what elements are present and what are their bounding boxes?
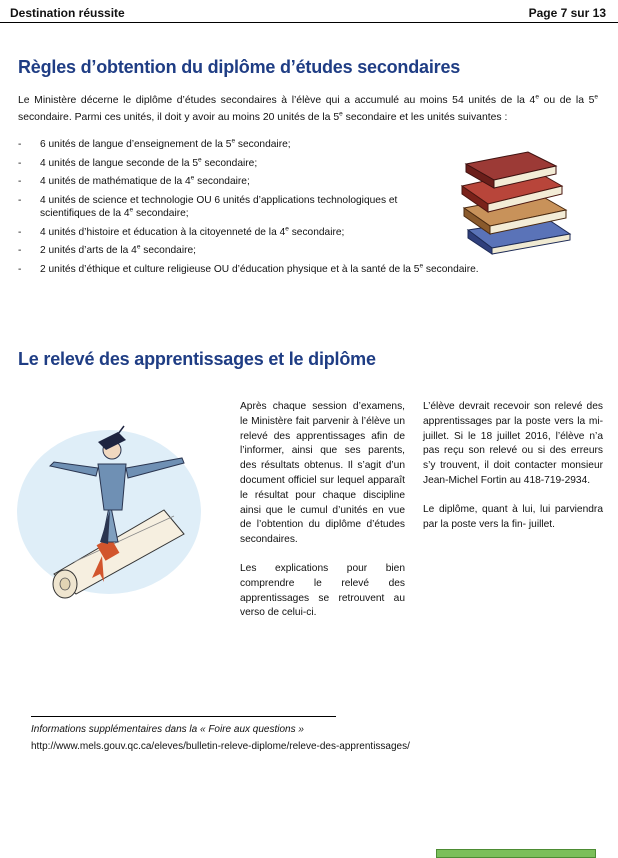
transcript-column-2 <box>423 400 603 546</box>
list-item: - 4 unités de science et technologie OU 6 unités d’applications technologiques et scientifiques de la 4e secondaire; <box>18 194 398 219</box>
surfer-diploma-illustration <box>14 392 214 602</box>
paragraph: Les explications pour bien comprendre le relevé des apprentissages se retrouvent au verso de celui-ci. <box>240 562 405 619</box>
footnote-url-link[interactable]: http://www.mels.gouv.qc.ca/eleves/bulletin-releve-diplome/releve-des-apprentissages/ <box>31 741 410 752</box>
header-rule <box>0 22 618 23</box>
section-title-transcript: Le relevé des apprentissages et le diplôme <box>18 349 376 369</box>
page-number: Page 7 sur 13 <box>528 6 606 20</box>
header-title: Destination réussite <box>10 6 125 20</box>
books-illustration <box>458 148 578 258</box>
footnote-rule <box>31 716 336 717</box>
footer-green-bar <box>436 849 596 858</box>
list-item: - 4 unités de mathématique de la 4e secondaire; <box>18 174 250 187</box>
list-item: - 4 unités d’histoire et éducation à la citoyenneté de la 4e secondaire; <box>18 225 345 238</box>
transcript-column-1 <box>240 400 405 635</box>
list-item: - 2 unités d’éthique et culture religieuse OU d’éducation physique et à la santé de la 5e secondaire. <box>18 262 479 275</box>
intro-paragraph: Le Ministère décerne le diplôme d’études secondaires à l’élève qui a accumulé au moins 54 unités de la 4e ou de la 5e secondaire. Parmi ces unités, il doit y avoir au moins 20 unités de la 5e secondaire et les unités suivantes : <box>18 93 599 123</box>
paragraph: L’élève devrait recevoir son relevé des apprentissages par la poste vers la mi-juillet. Si le 18 juillet 2016, l’élève n’a pas reçu son relevé ou si des erreurs s’y trouvent, il doit contacter monsieur Jean-Michel Fortin au 418-719-2934. <box>423 401 603 486</box>
list-item: - 2 unités d’arts de la 4e secondaire; <box>18 243 196 256</box>
paragraph: Après chaque session d’examens, le Ministère fait parvenir à l’élève un relevé des apprentissages afin de l’informer, ainsi que ses parents, des résultats obtenus. Il s’agit d’un document officiel sur lequel apparaît le résultat pour chaque discipline ainsi que le cumul d’unités en vue de l’obtention du diplôme d’études secondaires. <box>240 401 405 546</box>
paragraph: Le diplôme, quant à lui, lui parviendra par la poste vers la fin- juillet. <box>423 503 603 530</box>
list-item: - 6 unités de langue d’enseignement de la 5e secondaire; <box>18 137 291 150</box>
section-title-diploma-rules: Règles d’obtention du diplôme d’études secondaires <box>18 57 461 77</box>
footnote-text: Informations supplémentaires dans la « Foire aux questions » <box>31 724 304 735</box>
list-item: - 4 unités de langue seconde de la 5e secondaire; <box>18 156 258 169</box>
